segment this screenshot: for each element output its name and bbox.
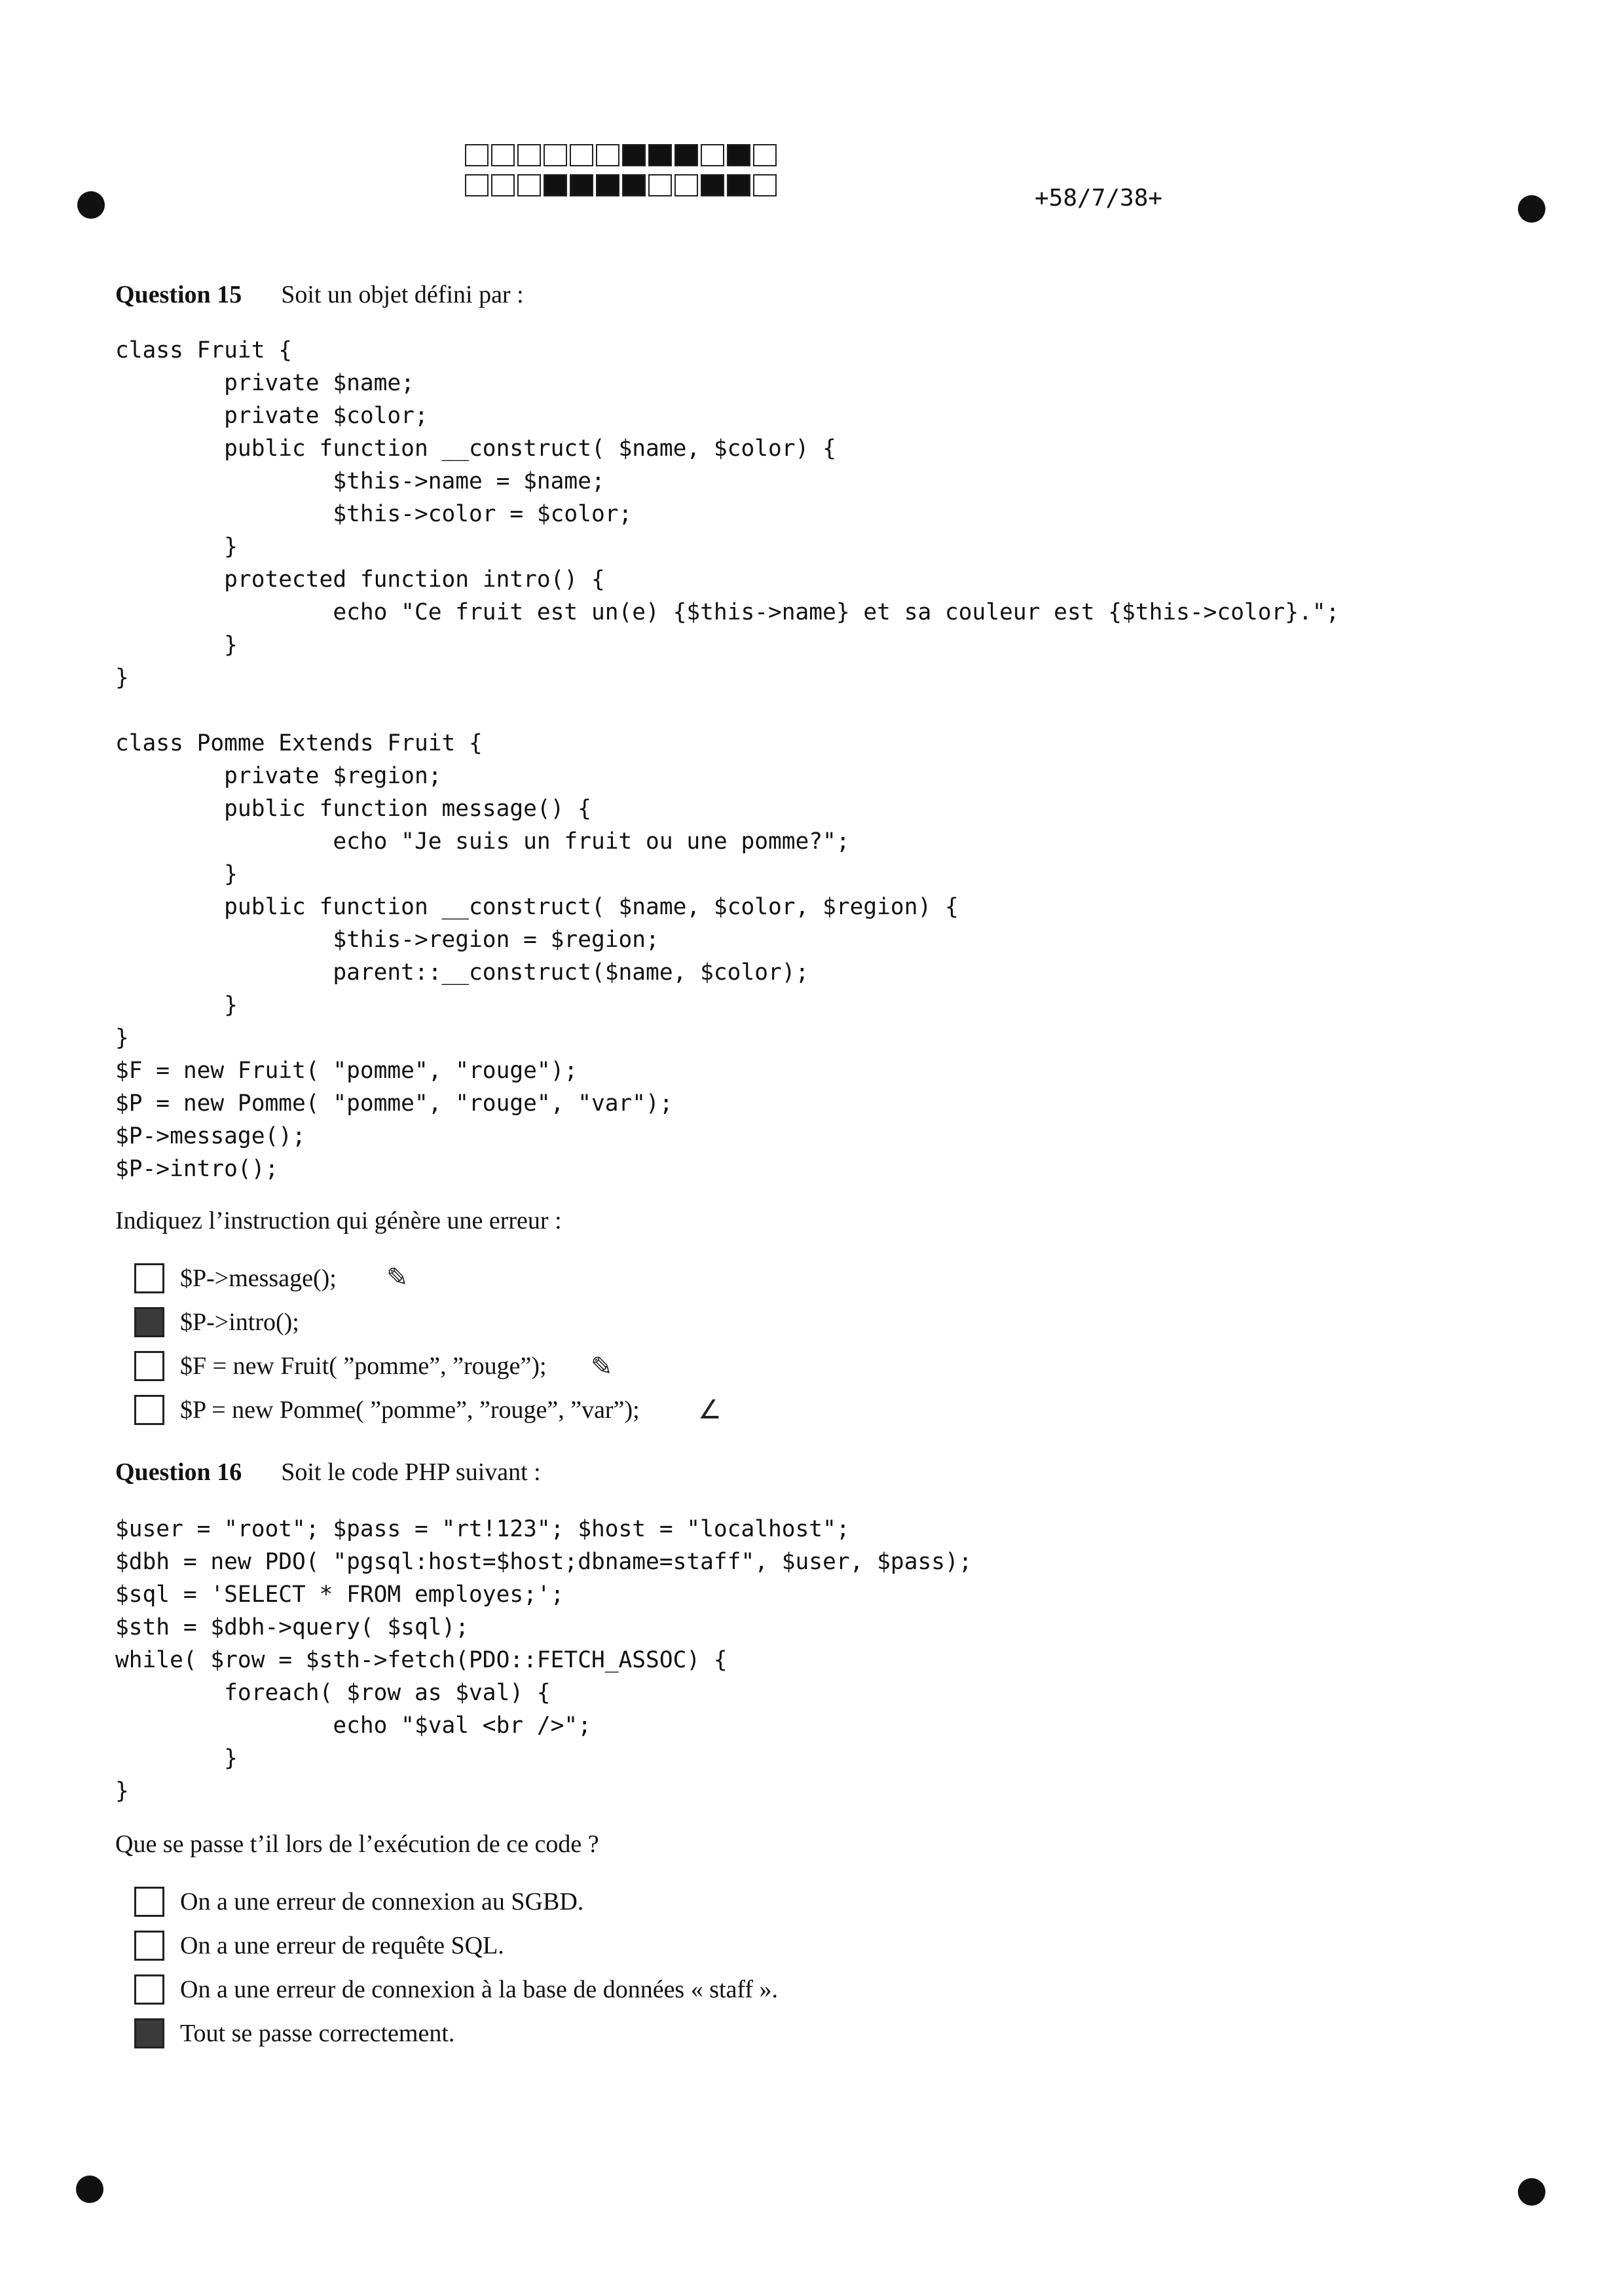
barcode-cell <box>648 144 672 166</box>
checkbox[interactable] <box>134 1887 164 1917</box>
question-number: Question 16 <box>115 1458 242 1486</box>
registration-mark-top-left <box>77 191 105 219</box>
question-15-header <box>115 280 524 309</box>
question-number: Question 15 <box>115 281 242 308</box>
registration-mark-top-right <box>1518 195 1545 223</box>
barcode-cell <box>648 174 672 196</box>
choice-label: Tout se passe correctement. <box>180 2019 455 2047</box>
question-16-header <box>115 1458 541 1487</box>
barcode-cell <box>753 144 777 166</box>
checkbox[interactable] <box>134 2018 164 2048</box>
question-16-choices <box>134 1879 778 2055</box>
q16-choice-4[interactable] <box>134 2011 778 2055</box>
barcode-cell <box>674 144 698 166</box>
question-16-prompt: Que se passe t’il lors de l’exécution de ce code ? <box>115 1830 599 1858</box>
barcode-cell <box>701 174 724 196</box>
barcode-cell <box>491 174 515 196</box>
checkbox[interactable] <box>134 1974 164 2005</box>
barcode-cell <box>753 174 777 196</box>
pen-mark-icon: ✎ <box>386 1263 409 1293</box>
barcode-cell <box>622 174 646 196</box>
checkbox[interactable] <box>134 1263 164 1293</box>
choice-label: On a une erreur de requête SQL. <box>180 1931 504 1959</box>
checkbox[interactable] <box>134 1395 164 1425</box>
barcode-cell <box>544 174 567 196</box>
checkbox[interactable] <box>134 1351 164 1381</box>
choice-label: $P->intro(); <box>180 1308 299 1336</box>
page-barcode <box>465 144 779 204</box>
barcode-cell <box>517 174 541 196</box>
registration-mark-bottom-right <box>1518 2178 1545 2206</box>
barcode-cell <box>544 144 567 166</box>
choice-label: On a une erreur de connexion à la base de données « staff ». <box>180 1975 779 2003</box>
pen-mark-icon: ✎ <box>591 1352 613 1382</box>
barcode-cell <box>727 144 750 166</box>
choice-label: $F = new Fruit( ”pomme”, ”rouge”); <box>180 1352 547 1380</box>
q15-choice-4[interactable] <box>134 1388 640 1432</box>
barcode-row <box>465 174 779 199</box>
question-16-code: $user = "root"; $pass = "rt!123"; $host = "localhost"; $dbh = new PDO( "pgsql:host=$host;dbname=staff", $user, $pass); $sql = 'SELECT * FROM employes;'; $sth = $dbh->query( $sql); while( $row = $sth->fetch(PDO::FETCH_ASSOC) { foreach( $row as $val) { echo "$val <br />"; } } <box>115 1516 972 1804</box>
barcode-cell <box>570 144 593 166</box>
checkbox[interactable] <box>134 1307 164 1337</box>
barcode-cell <box>491 144 515 166</box>
barcode-cell <box>674 174 698 196</box>
barcode-cell <box>622 144 646 166</box>
barcode-cell <box>701 144 724 166</box>
pen-mark-icon: ∠ <box>698 1395 722 1425</box>
choice-label: $P->message(); <box>180 1264 337 1292</box>
q16-choice-3[interactable] <box>134 1967 778 2011</box>
barcode-cell <box>517 144 541 166</box>
barcode-cell <box>465 174 489 196</box>
question-15-code: class Fruit { private $name; private $color; public function __construct( $name, $color) { $this->name = $name; $this->color = $color; } protected function intro() { echo "Ce fruit est un(e) {$this->name} et sa couleur est {$this->color}."; } } class Pomme Extends Fruit { private $region; public function message() { echo "Je suis un fruit ou une pomme?"; } public function __construct( $name, $color, $region) { $this->region = $region; parent::__construct($name, $color); } } $F = new Fruit( "pomme", "rouge"); $P = new Pomme( "pomme", "rouge", "var"); $P->message(); $P->intro(); <box>115 337 1340 1182</box>
question-15-prompt: Indiquez l’instruction qui génère une erreur : <box>115 1207 562 1234</box>
barcode-cell <box>596 144 619 166</box>
q16-choice-2[interactable] <box>134 1923 778 1967</box>
question-statement: Soit un objet défini par : <box>281 281 524 308</box>
question-statement: Soit le code PHP suivant : <box>281 1458 541 1486</box>
barcode-cell <box>465 144 489 166</box>
barcode-row <box>465 144 779 169</box>
choice-label: On a une erreur de connexion au SGBD. <box>180 1887 584 1916</box>
checkbox[interactable] <box>134 1931 164 1961</box>
q15-choice-2[interactable] <box>134 1300 640 1344</box>
barcode-cell <box>570 174 593 196</box>
page-id-code: +58/7/38+ <box>1035 185 1163 212</box>
q15-choice-3[interactable] <box>134 1344 640 1388</box>
barcode-cell <box>727 174 750 196</box>
q16-choice-1[interactable] <box>134 1879 778 1923</box>
registration-mark-bottom-left <box>76 2176 103 2203</box>
barcode-cell <box>596 174 619 196</box>
choice-label: $P = new Pomme( ”pomme”, ”rouge”, ”var”); <box>180 1396 640 1424</box>
